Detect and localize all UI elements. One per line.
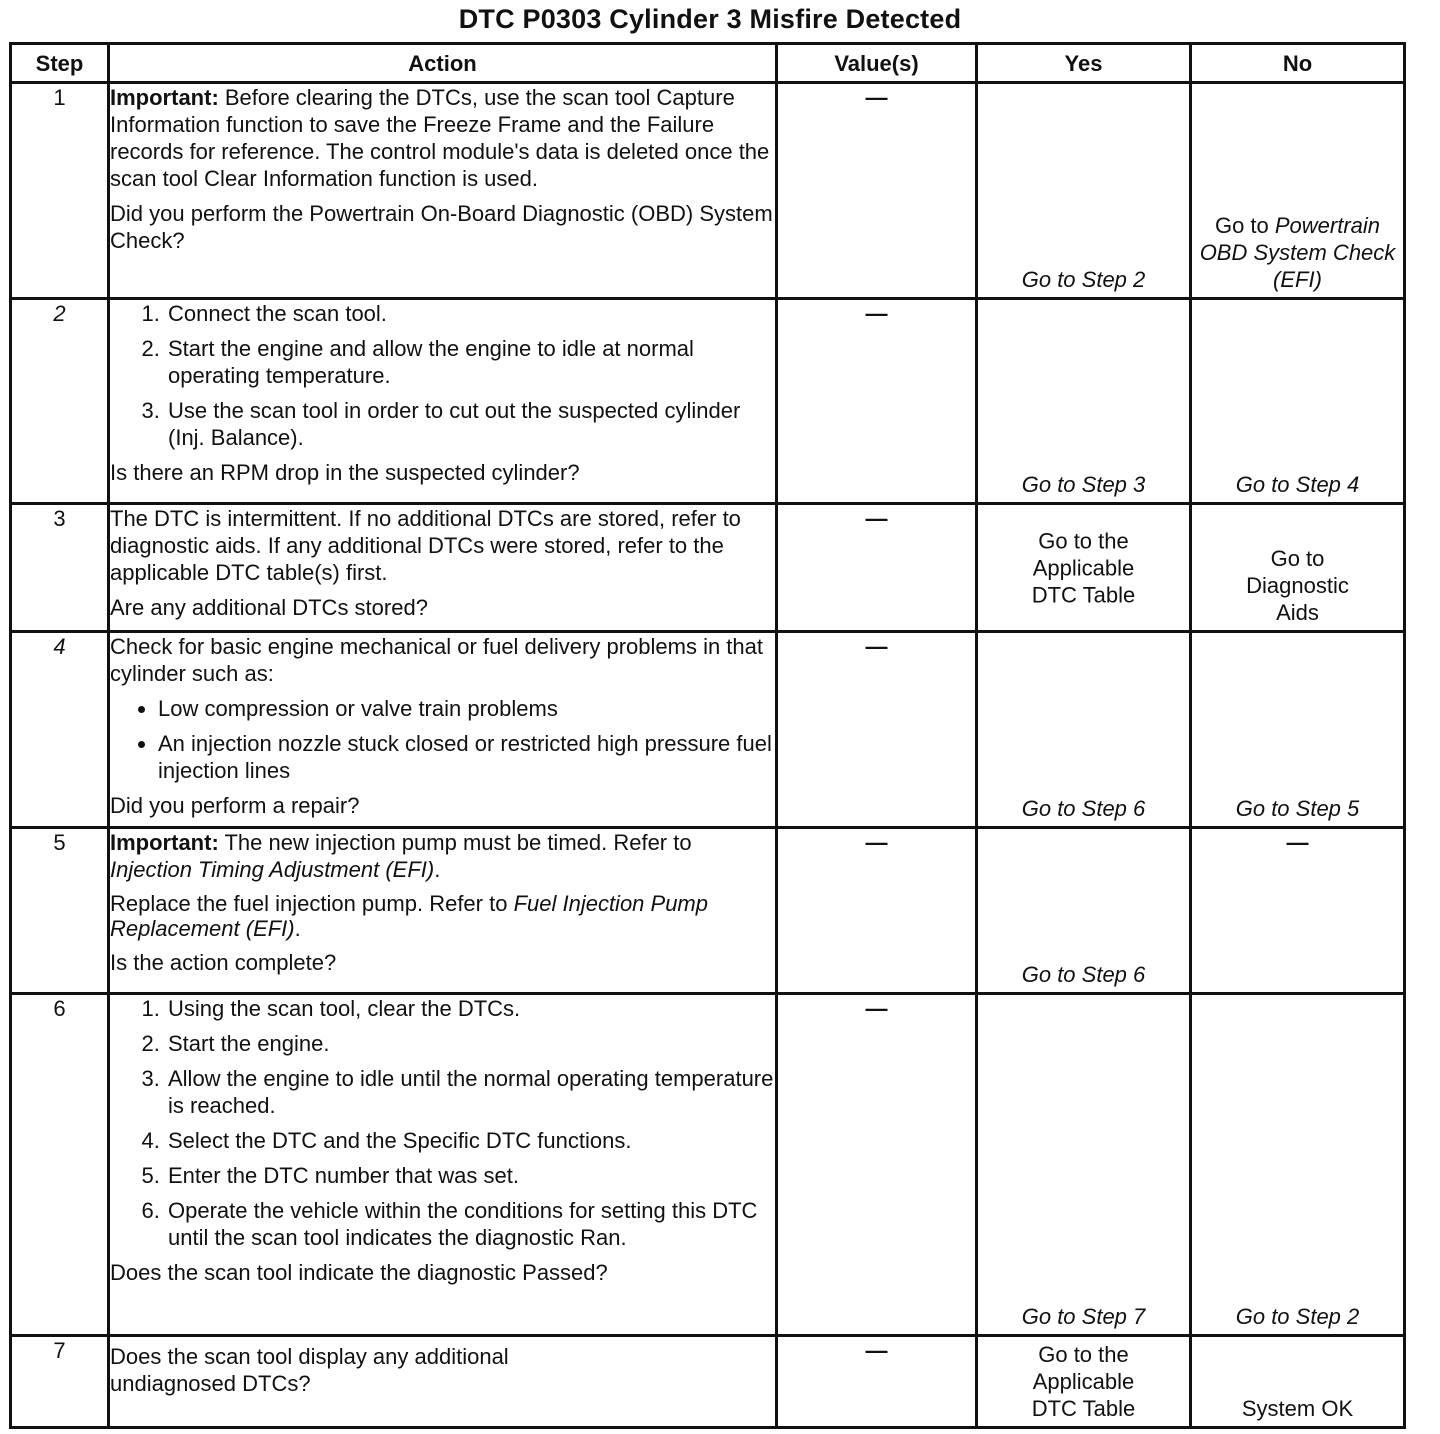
list-item: 2. Start the engine. <box>166 1030 775 1057</box>
value-cell: — <box>777 994 977 1336</box>
action-cell <box>109 994 777 1336</box>
step-list <box>110 995 775 1251</box>
action-cell <box>109 504 777 632</box>
list-item: 2. Start the engine and allow the engine to idle at normal operating temperature. <box>166 335 775 389</box>
action-cell <box>109 83 777 299</box>
yes-cell <box>977 299 1191 504</box>
list-item: 1. Using the scan tool, clear the DTCs. <box>166 995 775 1022</box>
action-cell <box>109 299 777 504</box>
step-question: Does the scan tool indicate the diagnostic Passed? <box>110 1260 608 1285</box>
important-text: Before clearing the DTCs, use the scan tool Capture Information function to save the Freeze Frame and the Failure records for reference. The control module's data is deleted once the scan tool Clear Information function is used. <box>110 85 770 191</box>
important-note <box>110 84 775 192</box>
bullet-list <box>110 695 775 784</box>
header-no: No <box>1191 44 1405 83</box>
step-number: 5 <box>11 828 109 994</box>
table-row <box>11 299 1405 504</box>
timing-adjustment-link[interactable]: Injection Timing Adjustment (EFI) <box>110 857 435 882</box>
header-row <box>11 44 1405 83</box>
no-cell <box>1191 632 1405 828</box>
step-question: Does the scan tool display any additional undiagnosed DTCs? <box>110 1344 509 1396</box>
no-link[interactable]: Go to Diagnostic Aids <box>1246 546 1349 625</box>
value-cell: — <box>777 504 977 632</box>
list-item: 6. Operate the vehicle within the conditions for setting this DTC until the scan tool indicates the diagnostic Ran. <box>166 1197 775 1251</box>
step-text: Check for basic engine mechanical or fuel delivery problems in that cylinder such as: <box>110 634 763 686</box>
no-link[interactable]: Go to Step 4 <box>1235 472 1360 497</box>
yes-cell <box>977 828 1191 994</box>
no-link[interactable]: Go to Step 2 <box>1235 1304 1360 1329</box>
table-row <box>11 504 1405 632</box>
value-cell: — <box>777 828 977 994</box>
step-number: 3 <box>11 504 109 632</box>
step-number: 7 <box>11 1336 109 1428</box>
value-cell: — <box>777 1336 977 1428</box>
step-question: Is the action complete? <box>110 950 337 975</box>
header-yes: Yes <box>977 44 1191 83</box>
action-cell <box>109 632 777 828</box>
important-text: The new injection pump must be timed. Refer to <box>218 830 692 855</box>
period: . <box>294 916 301 941</box>
list-item: 5. Enter the DTC number that was set. <box>166 1162 775 1189</box>
dtc-table <box>9 42 1406 1429</box>
header-values: Value(s) <box>777 44 977 83</box>
action-cell <box>109 828 777 994</box>
step-question: Did you perform the Powertrain On-Board Diagnostic (OBD) System Check? <box>110 201 773 253</box>
value-cell: — <box>777 299 977 504</box>
table-row <box>11 1336 1405 1428</box>
step-text: The DTC is intermittent. If no additional DTCs are stored, refer to diagnostic aids. If any additional DTCs were stored, refer to the applicable DTC table(s) first. <box>110 506 741 585</box>
no-cell: — <box>1191 828 1405 994</box>
no-link-text: Powertrain OBD System Check (EFI) <box>1199 213 1396 292</box>
yes-link[interactable]: Go to Step 2 <box>1021 267 1146 292</box>
list-item: • Low compression or valve train problems <box>158 695 775 722</box>
page-title: DTC P0303 Cylinder 3 Misfire Detected <box>458 4 962 34</box>
pump-replacement-link[interactable]: Fuel Injection Pump Replacement (EFI) <box>110 891 708 941</box>
step-number: 1 <box>11 83 109 299</box>
yes-cell <box>977 632 1191 828</box>
yes-link[interactable]: Go to the Applicable DTC Table <box>1031 528 1136 607</box>
yes-cell <box>977 994 1191 1336</box>
yes-link[interactable]: Go to Step 6 <box>1021 796 1146 821</box>
important-label: Important: <box>110 830 219 855</box>
list-item: 4. Select the DTC and the Specific DTC functions. <box>166 1127 775 1154</box>
value-cell: — <box>777 83 977 299</box>
table-row <box>11 828 1405 994</box>
step-question: Did you perform a repair? <box>110 793 360 818</box>
header-action: Action <box>109 44 777 83</box>
step-question: Is there an RPM drop in the suspected cylinder? <box>110 460 580 485</box>
yes-link[interactable]: Go to Step 3 <box>1021 472 1146 497</box>
period: . <box>434 857 441 882</box>
no-cell <box>1191 299 1405 504</box>
yes-cell <box>977 83 1191 299</box>
step-number: 2 <box>11 299 109 504</box>
step-list <box>110 300 775 451</box>
no-cell <box>1191 1336 1405 1428</box>
important-note <box>110 829 775 883</box>
table-row <box>11 83 1405 299</box>
no-link[interactable]: System OK <box>1241 1396 1354 1421</box>
yes-link[interactable]: Go to Step 7 <box>1021 1304 1146 1329</box>
step-number: 6 <box>11 994 109 1336</box>
no-cell <box>1191 504 1405 632</box>
no-cell <box>1191 994 1405 1336</box>
replace-text: Replace the fuel injection pump. Refer to <box>110 891 514 916</box>
step-number: 4 <box>11 632 109 828</box>
yes-cell <box>977 1336 1191 1428</box>
table-row <box>11 632 1405 828</box>
step-question: Are any additional DTCs stored? <box>110 595 428 620</box>
value-cell: — <box>777 632 977 828</box>
no-link[interactable] <box>1192 212 1403 293</box>
replace-instruction <box>110 891 775 941</box>
no-link[interactable]: Go to Step 5 <box>1235 796 1360 821</box>
no-prefix: Go to <box>1214 213 1275 238</box>
list-item: 3. Use the scan tool in order to cut out the suspected cylinder (Inj. Balance). <box>166 397 775 451</box>
header-step: Step <box>11 44 109 83</box>
yes-cell <box>977 504 1191 632</box>
list-item: • An injection nozzle stuck closed or restricted high pressure fuel injection lines <box>158 730 775 784</box>
list-item: 3. Allow the engine to idle until the normal operating temperature is reached. <box>166 1065 775 1119</box>
yes-link[interactable]: Go to Step 6 <box>1021 962 1146 987</box>
table-row <box>11 994 1405 1336</box>
action-cell <box>109 1336 777 1428</box>
yes-link[interactable]: Go to the Applicable DTC Table <box>1031 1342 1136 1421</box>
important-label: Important: <box>110 85 219 110</box>
list-item: 1. Connect the scan tool. <box>166 300 775 327</box>
no-cell <box>1191 83 1405 299</box>
